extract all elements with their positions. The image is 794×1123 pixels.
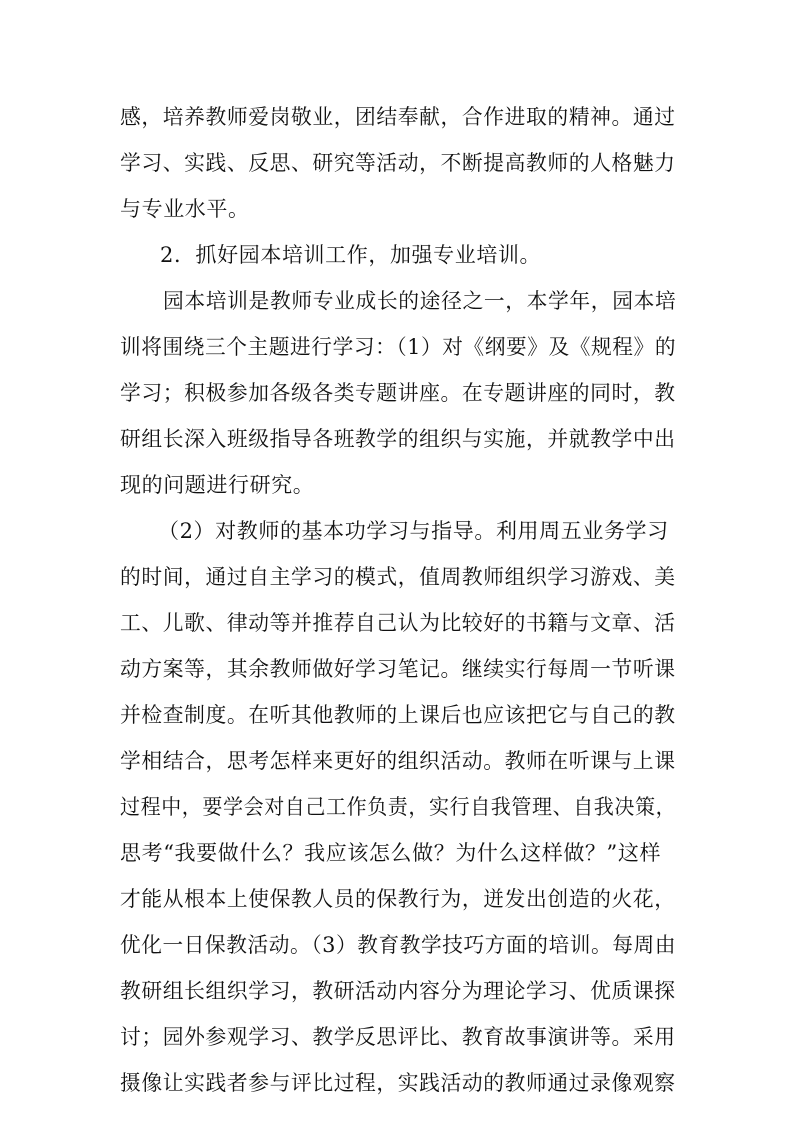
paragraph-line: 研组长深入班级指导各班教学的组织与实施，并就教学中出 [120, 427, 676, 451]
paragraph-line: 教研组长组织学习，教研活动内容分为理论学习、优质课探 [120, 979, 676, 1003]
paragraph-line: 讨；园外参观学习、教学反思评比、教育故事演讲等。采用 [120, 1025, 676, 1049]
paragraph-line: 优化一日保教活动。（3）教育教学技巧方面的培训。每周由 [120, 933, 677, 957]
paragraph-line: 摄像让实践者参与评比过程，实践活动的教师通过录像观察 [120, 1071, 676, 1095]
paragraph-line: （2）对教师的基本功学习与指导。利用周五业务学习 [158, 519, 669, 543]
paragraph-line: 与专业水平。 [120, 197, 250, 221]
paragraph-line: 训将围绕三个主题进行学习：（1）对《纲要》及《规程》的 [120, 335, 677, 359]
paragraph-line: 学习；积极参加各级各类专题讲座。在专题讲座的同时，教 [120, 381, 676, 405]
paragraph-line: 现的问题进行研究。 [120, 473, 315, 497]
paragraph-line: 动方案等，其余教师做好学习笔记。继续实行每周一节听课 [120, 657, 676, 681]
paragraph-line: 工、儿歌、律动等并推荐自己认为比较好的书籍与文章、活 [120, 611, 676, 635]
section-heading: 2．抓好园本培训工作，加强专业培训。 [160, 243, 542, 267]
paragraph-line: 才能从根本上使保教人员的保教行为，迸发出创造的火花， [120, 887, 676, 911]
paragraph-line: 思考“我要做什么？我应该怎么做？为什么这样做？”这样 [120, 841, 662, 865]
paragraph-line: 的时间，通过自主学习的模式，值周教师组织学习游戏、美 [120, 565, 676, 589]
paragraph-line: 学相结合，思考怎样来更好的组织活动。教师在听课与上课 [120, 749, 676, 773]
paragraph-line: 并检查制度。在听其他教师的上课后也应该把它与自己的教 [120, 703, 676, 727]
paragraph-line: 园本培训是教师专业成长的途径之一，本学年，园本培 [163, 289, 677, 313]
paragraph-line: 感，培养教师爱岗敬业，团结奉献，合作进取的精神。通过 [120, 105, 676, 129]
paragraph-line: 学习、实践、反思、研究等活动，不断提高教师的人格魅力 [120, 151, 676, 175]
paragraph-line: 过程中，要学会对自己工作负责，实行自我管理、自我决策， [120, 795, 677, 819]
